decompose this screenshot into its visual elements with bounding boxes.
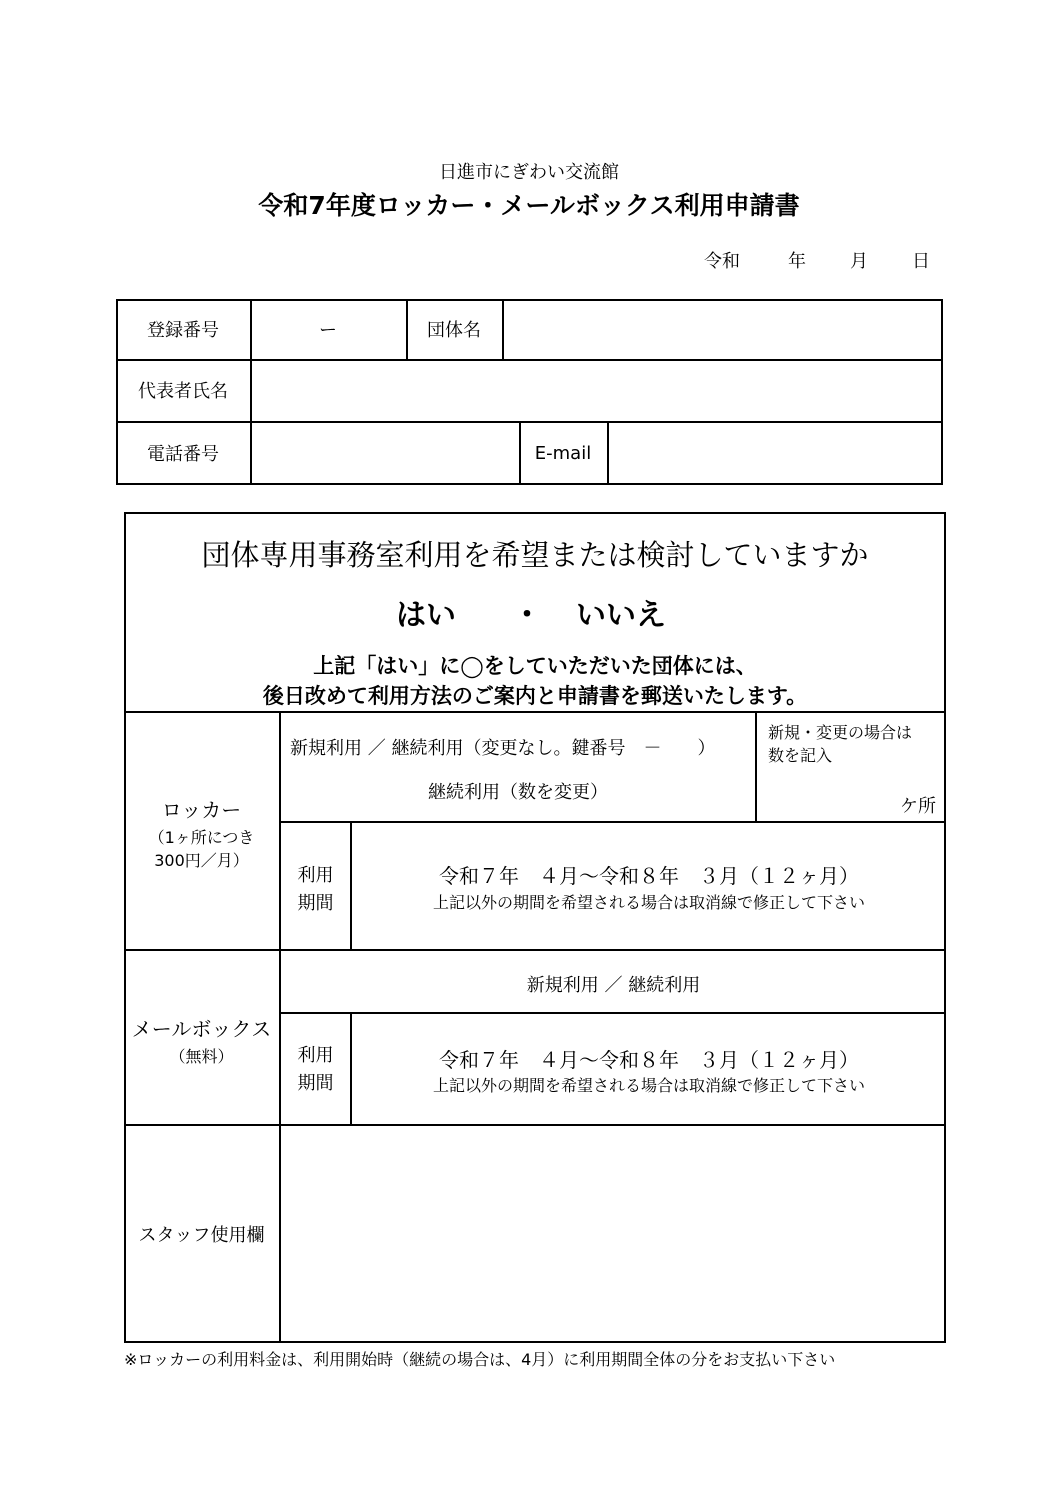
separator: ・ (512, 598, 542, 633)
footer-note: ※ロッカーの利用料金は、利用開始時（継続の場合は、4月）に利用期間全体の分をお支払い下さい (124, 1350, 836, 1369)
representative-name-field[interactable] (252, 361, 941, 419)
group-name-field[interactable] (504, 301, 941, 357)
page-title: 令和7年度ロッカー・メールボックス利用申請書 (258, 191, 800, 220)
registration-number-label: 登録番号 (147, 320, 219, 341)
mailbox-period-note: 上記以外の期間を希望される場合は取消線で修正して下さい (432, 1076, 865, 1095)
email-field[interactable] (609, 423, 941, 483)
staff-use-label: スタッフ使用欄 (138, 1224, 265, 1246)
mailbox-period-label: 利用 期間 (297, 1045, 334, 1094)
registration-number-field[interactable]: ー (319, 320, 337, 341)
phone-field[interactable] (252, 423, 518, 483)
locker-fee-2: 300円／月） (154, 851, 249, 870)
representative-name-label: 代表者氏名 (138, 381, 228, 402)
mailbox-fee: （無料） (169, 1047, 234, 1066)
locker-period-note: 上記以外の期間を希望される場合は取消線で修正して下さい (432, 893, 865, 912)
date-month: 月 (850, 251, 868, 272)
no-option[interactable]: いいえ (576, 598, 666, 633)
date-era: 令和 (704, 251, 740, 272)
mailbox-label-group (124, 1013, 279, 1067)
yes-option[interactable]: はい (396, 598, 456, 633)
organization-name: 日進市にぎわい交流館 (439, 162, 619, 183)
office-note-line1: 上記「はい」に◯をしていただいた団体には、 (313, 654, 757, 678)
mailbox-option[interactable]: 新規利用 ／ 継続利用 (526, 975, 701, 996)
locker-label: ロッカー (161, 798, 242, 822)
mailbox-period: 令和７年 ４月～令和８年 ３月（１２ヶ月） (439, 1048, 859, 1072)
group-name-label: 団体名 (427, 320, 481, 341)
office-note-line2: 後日改めて利用方法のご案内と申請書を郵送いたします。 (262, 684, 808, 708)
phone-label: 電話番号 (147, 444, 219, 465)
locker-count-note-2: 数を記入 (768, 746, 833, 765)
staff-use-field[interactable] (281, 1126, 944, 1341)
date-year: 年 (788, 251, 806, 272)
locker-option-new-continue[interactable]: 新規利用 ／ 継続利用（変更なし。鍵番号 － ） (290, 738, 716, 759)
locker-period: 令和７年 ４月～令和８年 ３月（１２ヶ月） (439, 864, 859, 888)
mailbox-label: メールボックス (131, 1017, 272, 1041)
yes-no-choice (124, 590, 946, 633)
date-day: 日 (912, 251, 930, 272)
locker-count-note-1: 新規・変更の場合は (768, 723, 913, 742)
office-question: 団体専用事務室利用を希望または検討していますか (201, 538, 869, 572)
locker-fee: （1ヶ所につき (148, 828, 255, 847)
locker-period-label: 利用 期間 (297, 865, 334, 914)
locker-count-unit: ケ所 (900, 796, 936, 817)
locker-count-field[interactable] (757, 765, 897, 815)
locker-label-group (124, 794, 279, 871)
email-label: E-mail (534, 442, 592, 464)
locker-option-change-count[interactable]: 継続利用（数を変更） (428, 782, 608, 803)
